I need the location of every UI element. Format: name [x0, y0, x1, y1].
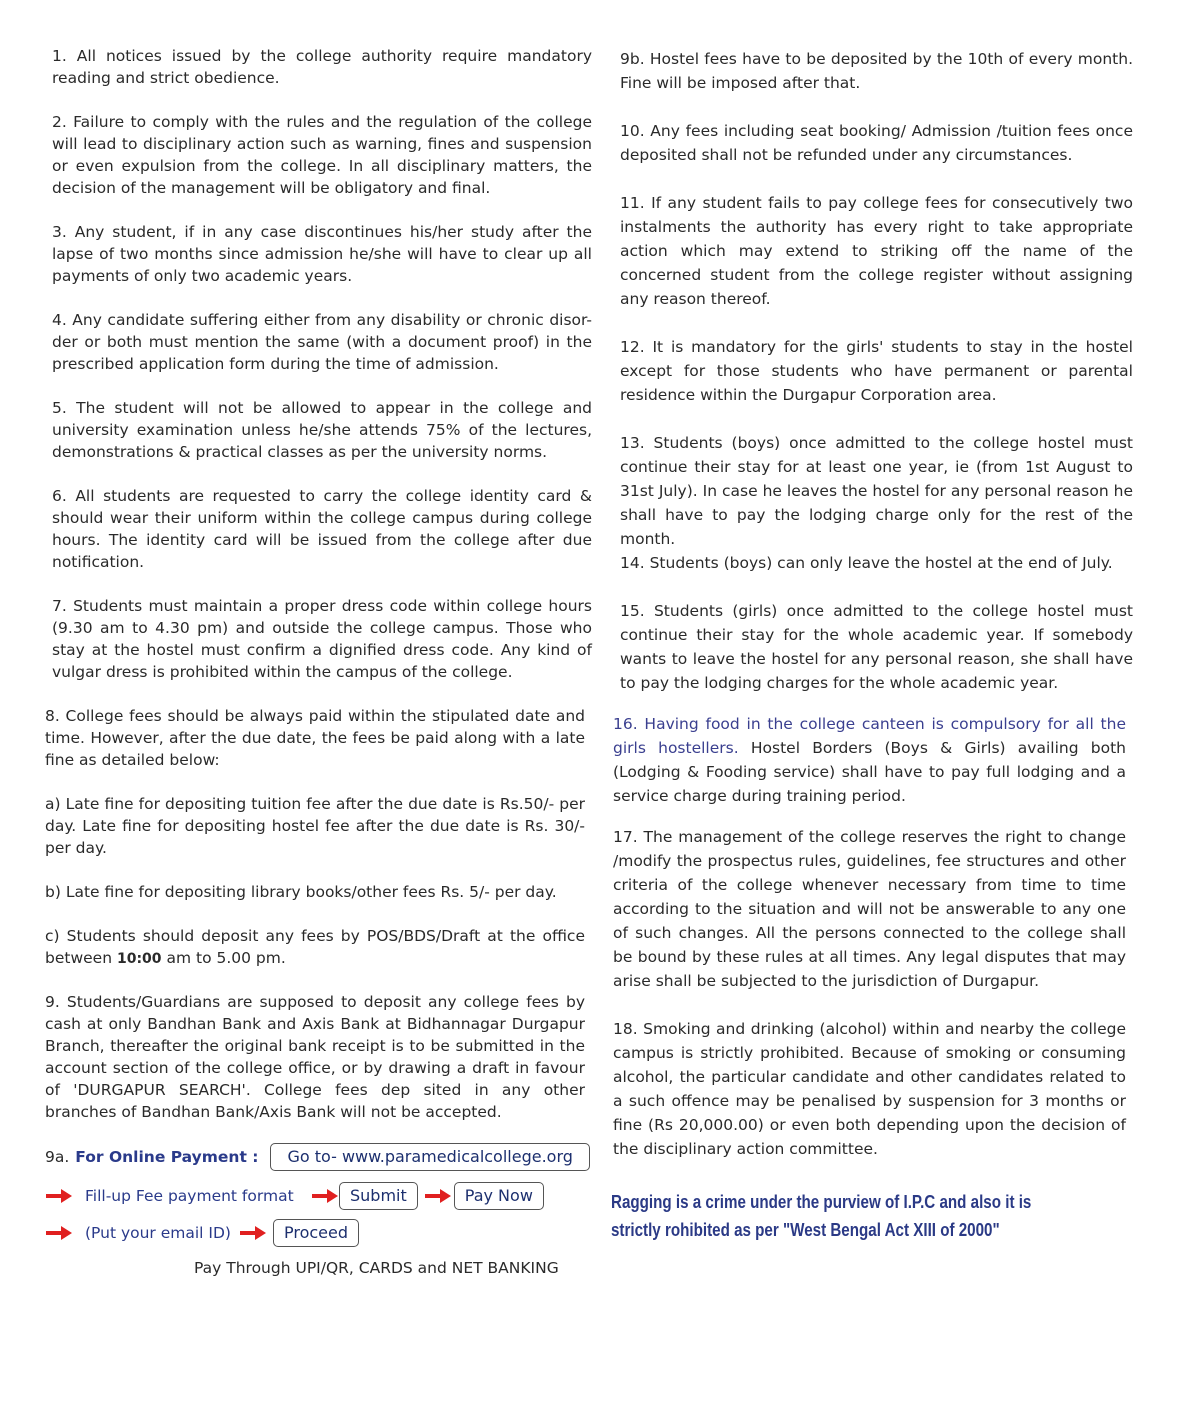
- payment-methods-note: Pay Through UPI/QR, CARDS and NET BANKING: [194, 1259, 559, 1277]
- goto-website-button[interactable]: Go to- www.paramedicalcollege.org: [270, 1143, 589, 1171]
- rule-4: 4. Any candidate suffering either from any disability or chronic disor-der or both must mention the same (with a document proof) in the prescribed application form during the time of admission.: [52, 311, 592, 373]
- rule-8c-end: am to 5.00 pm.: [166, 949, 286, 967]
- rule-6: 6. All students are requested to carry the college identity card & should wear their uniform within the college campus during college hours. The identity card will be issued from the college after due notification.: [52, 487, 592, 571]
- rule-7: 7. Students must maintain a proper dress code within college hours (9.30 am to 4.30 pm) and outside the college campus. Those who stay at the hostel must confirm a dignified dress code. Any kind of vulgar dress is prohibited within the campus of the college.: [52, 597, 592, 681]
- rule-17: 17. The management of the college reserves the right to change /modify the prospectus rules, guidelines, fee structures and other criteria of the college whenever necessary from time to time according to the situation and will not be answerable to any one of such changes. All the persons connected to the college shall be bound by these rules at all times. Any legal disputes that may arise shall be subjected to the jurisdiction of Durgapur.: [613, 828, 1126, 990]
- rule-9b: 9b. Hostel fees have to be deposited by the 10th of every month. Fine will be imposed after that.: [620, 50, 1133, 92]
- rule-2: 2. Failure to comply with the rules and the regulation of the college will lead to disciplinary action such as warning, fines and suspension or even expulsion from the college. In all disciplinary matters, the decision of the management will be obligatory and final.: [52, 113, 592, 197]
- rule-16-text: Hostel Borders (Boys & Girls) availing both (Lodging & Fooding service) shall have to pay full lodging and a service charge during training period.: [613, 739, 1126, 805]
- arrow-right-icon: [45, 1224, 73, 1242]
- rule-8a: a) Late fine for depositing tuition fee after the due date is Rs.50/- per day. Late fine for depositing hostel fee after the due date is Rs. 30/- per day.: [45, 795, 585, 857]
- rule-8c: [45, 925, 585, 970]
- rule-8b: b) Late fine for depositing library books/other fees Rs. 5/- per day.: [45, 883, 557, 901]
- rule-8c-text: c) Students should deposit any fees by POS/BDS/Draft at the office between: [45, 927, 585, 967]
- online-payment-row: [45, 1143, 590, 1171]
- rule-12: 12. It is mandatory for the girls' students to stay in the hostel except for those students who have permanent or parental residence within the Durgapur Corporation area.: [620, 338, 1133, 404]
- payment-prefix: 9a.: [45, 1148, 70, 1166]
- rule-1: 1. All notices issued by the college authority require mandatory reading and strict obedience.: [52, 47, 592, 87]
- rule-9: 9. Students/Guardians are supposed to deposit any college fees by cash at only Bandhan Bank and Axis Bank at Bidhannagar Durgapur Branch, thereafter the original bank receipt is to be submitted in the account section of the college office, or by drawing a draft in favour of 'DURGAPUR SEARCH'. College fees dep sited in any other branches of Bandhan Bank/Axis Bank will not be accepted.: [45, 993, 585, 1121]
- arrow-right-icon: [311, 1187, 339, 1205]
- email-id-label: (Put your email ID): [85, 1224, 231, 1242]
- rule-5: 5. The student will not be allowed to appear in the college and university examination unless he/she attends 75% of the lectures, demonstrations & practical classes as per the university norms.: [52, 399, 592, 461]
- arrow-right-icon: [239, 1224, 267, 1242]
- arrow-right-icon: [424, 1187, 452, 1205]
- rule-8: 8. College fees should be always paid within the stipulated date and time. However, after the due date, the fees be paid along with a late fine as detailed below:: [45, 707, 585, 769]
- rule-3: 3. Any student, if in any case discontinues his/her study after the lapse of two months since admission he/she will have to clear up all payments of only two academic years.: [52, 223, 592, 285]
- submit-button[interactable]: Submit: [339, 1182, 418, 1210]
- pay-now-button[interactable]: Pay Now: [454, 1182, 544, 1210]
- ragging-notice: Ragging is a crime under the purview of I.P.C and also it is strictly rohibited as per "West Bengal Act XIII of 2000": [611, 1191, 1032, 1240]
- rule-16: [613, 712, 1126, 808]
- rule-18: 18. Smoking and drinking (alcohol) within and nearby the college campus is strictly prohibited. Because of smoking or consuming alcohol, the particular candidate and other candidates related to a such offence may be penalised by suspension for 3 months or fine (Rs 20,000.00) or even both depending upon the decision of the disciplinary action committee.: [613, 1020, 1126, 1158]
- rule-11: 11. If any student fails to pay college fees for consecutively two instalments the authority has every right to take appropriate action which may extend to striking off the name of the concerned student from the college register without assigning any reason thereof.: [620, 194, 1133, 308]
- rule-10: 10. Any fees including seat booking/ Admission /tuition fees once deposited shall not be refunded under any circumstances.: [620, 122, 1133, 164]
- rule-14: 14. Students (boys) can only leave the hostel at the end of July.: [620, 554, 1113, 572]
- rule-13: 13. Students (boys) once admitted to the college hostel must continue their stay for at least one year, ie (from 1st August to 31st July). In case he leaves the hostel for any personal reason he shall have to pay the lodging charge only for the rest of the month.: [620, 434, 1133, 548]
- rule-8c-time: 10:00: [116, 951, 162, 967]
- fill-fee-format-label: Fill-up Fee payment format: [85, 1187, 294, 1205]
- arrow-right-icon: [45, 1187, 73, 1205]
- payment-step-2: [45, 1219, 359, 1247]
- rule-15: 15. Students (girls) once admitted to the college hostel must continue their stay for the whole academic year. If somebody wants to leave the hostel for any personal reason, she shall have to pay the lodging charges for the whole academic year.: [620, 602, 1133, 692]
- proceed-button[interactable]: Proceed: [273, 1219, 359, 1247]
- rule-16-highlight: 16. Having food in the college canteen is compulsory for all the girls hostellers.: [613, 715, 1126, 757]
- payment-step-1: [45, 1182, 544, 1210]
- online-payment-heading: For Online Payment :: [75, 1148, 259, 1166]
